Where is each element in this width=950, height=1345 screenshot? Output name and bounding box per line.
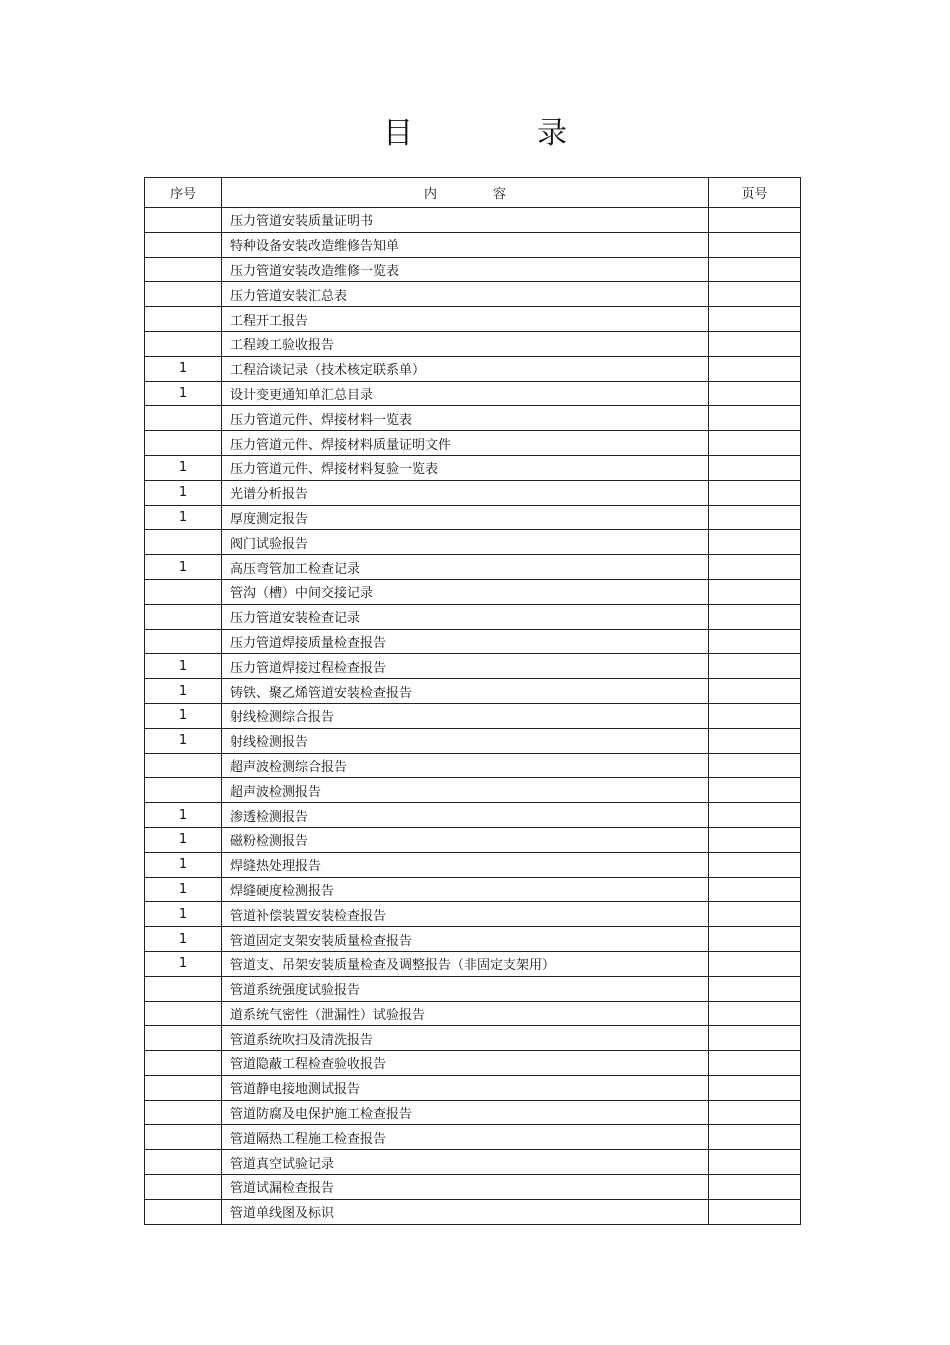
row-page <box>709 604 801 629</box>
row-content: 光谱分析报告 <box>222 480 709 505</box>
table-row <box>145 703 801 728</box>
row-content: 工程竣工验收报告 <box>222 331 709 356</box>
row-page <box>709 803 801 828</box>
row-content: 高压弯管加工检查记录 <box>222 555 709 580</box>
row-number: 1 <box>145 505 222 530</box>
table-row <box>145 555 801 580</box>
row-content: 管道系统强度试验报告 <box>222 976 709 1001</box>
table-row <box>145 877 801 902</box>
table-row <box>145 480 801 505</box>
row-number <box>145 257 222 282</box>
row-content: 管道隐蔽工程检查验收报告 <box>222 1051 709 1076</box>
row-number <box>145 579 222 604</box>
row-content: 焊缝热处理报告 <box>222 852 709 877</box>
row-page <box>709 877 801 902</box>
row-page <box>709 232 801 257</box>
row-content: 管道单线图及标识 <box>222 1199 709 1224</box>
table-row <box>145 331 801 356</box>
row-content: 管道静电接地测试报告 <box>222 1075 709 1100</box>
table-row <box>145 1051 801 1076</box>
table-row <box>145 604 801 629</box>
row-page <box>709 356 801 381</box>
row-content: 焊缝硬度检测报告 <box>222 877 709 902</box>
page-title <box>0 108 950 152</box>
row-page <box>709 579 801 604</box>
row-page <box>709 827 801 852</box>
row-number <box>145 1150 222 1175</box>
row-content: 压力管道元件、焊接材料复验一览表 <box>222 455 709 480</box>
row-page <box>709 1150 801 1175</box>
row-number: 1 <box>145 679 222 704</box>
header-content <box>222 178 709 208</box>
table-row <box>145 629 801 654</box>
row-page <box>709 381 801 406</box>
row-content: 压力管道焊接过程检查报告 <box>222 654 709 679</box>
row-page <box>709 679 801 704</box>
row-content: 压力管道元件、焊接材料质量证明文件 <box>222 431 709 456</box>
row-page <box>709 1051 801 1076</box>
row-page <box>709 976 801 1001</box>
row-page <box>709 1100 801 1125</box>
row-page <box>709 951 801 976</box>
row-number <box>145 406 222 431</box>
table-row <box>145 1199 801 1224</box>
table-row <box>145 530 801 555</box>
row-content: 超声波检测报告 <box>222 778 709 803</box>
row-number <box>145 629 222 654</box>
row-number <box>145 1125 222 1150</box>
row-page <box>709 1125 801 1150</box>
row-content: 压力管道安装改造维修一览表 <box>222 257 709 282</box>
row-page <box>709 703 801 728</box>
table-row <box>145 753 801 778</box>
row-number: 1 <box>145 728 222 753</box>
row-page <box>709 257 801 282</box>
page-title-char-2: 录 <box>537 116 567 151</box>
header-content-char-2: 容 <box>493 187 507 202</box>
row-content: 管道试漏检查报告 <box>222 1175 709 1200</box>
row-number: 1 <box>145 480 222 505</box>
table-row <box>145 431 801 456</box>
page-title-char-1: 目 <box>383 116 413 151</box>
row-page <box>709 331 801 356</box>
row-page <box>709 1001 801 1026</box>
row-content: 管道真空试验记录 <box>222 1150 709 1175</box>
row-number: 1 <box>145 455 222 480</box>
row-number <box>145 530 222 555</box>
row-number <box>145 753 222 778</box>
row-number <box>145 604 222 629</box>
row-number <box>145 1026 222 1051</box>
row-page <box>709 1175 801 1200</box>
row-number: 1 <box>145 381 222 406</box>
row-number <box>145 1199 222 1224</box>
row-content: 特种设备安装改造维修告知单 <box>222 232 709 257</box>
row-page <box>709 852 801 877</box>
row-number <box>145 282 222 307</box>
row-content: 管沟（槽）中间交接记录 <box>222 579 709 604</box>
row-page <box>709 1026 801 1051</box>
table-row <box>145 455 801 480</box>
row-number <box>145 1075 222 1100</box>
row-page <box>709 654 801 679</box>
row-page <box>709 431 801 456</box>
row-number <box>145 976 222 1001</box>
row-page <box>709 1199 801 1224</box>
table-row <box>145 1150 801 1175</box>
row-number: 1 <box>145 852 222 877</box>
row-number <box>145 1001 222 1026</box>
row-content: 压力管道元件、焊接材料一览表 <box>222 406 709 431</box>
row-content: 厚度测定报告 <box>222 505 709 530</box>
table-row <box>145 1100 801 1125</box>
row-number: 1 <box>145 555 222 580</box>
table-row <box>145 927 801 952</box>
row-content: 管道固定支架安装质量检查报告 <box>222 927 709 952</box>
row-page <box>709 753 801 778</box>
table-row <box>145 406 801 431</box>
table-row <box>145 679 801 704</box>
table-row <box>145 208 801 233</box>
row-content: 管道隔热工程施工检查报告 <box>222 1125 709 1150</box>
row-number <box>145 232 222 257</box>
header-number: 序号 <box>145 178 222 208</box>
row-page <box>709 1075 801 1100</box>
row-content: 管道补偿装置安装检查报告 <box>222 902 709 927</box>
row-number <box>145 431 222 456</box>
table-row <box>145 282 801 307</box>
row-page <box>709 208 801 233</box>
row-page <box>709 505 801 530</box>
row-number: 1 <box>145 654 222 679</box>
row-content: 磁粉检测报告 <box>222 827 709 852</box>
row-page <box>709 778 801 803</box>
row-content: 管道支、吊架安装质量检查及调整报告（非固定支架用） <box>222 951 709 976</box>
row-number: 1 <box>145 703 222 728</box>
table-row <box>145 976 801 1001</box>
row-content: 射线检测报告 <box>222 728 709 753</box>
row-page <box>709 480 801 505</box>
row-number: 1 <box>145 827 222 852</box>
row-number: 1 <box>145 902 222 927</box>
row-number <box>145 1100 222 1125</box>
row-content: 压力管道安装质量证明书 <box>222 208 709 233</box>
row-page <box>709 902 801 927</box>
row-number <box>145 331 222 356</box>
table-row <box>145 1075 801 1100</box>
table-row <box>145 505 801 530</box>
row-content: 道系统气密性（泄漏性）试验报告 <box>222 1001 709 1026</box>
row-content: 管道防腐及电保护施工检查报告 <box>222 1100 709 1125</box>
table-row <box>145 852 801 877</box>
row-number: 1 <box>145 951 222 976</box>
row-number <box>145 1175 222 1200</box>
table-row <box>145 654 801 679</box>
row-content: 工程洽谈记录（技术核定联系单） <box>222 356 709 381</box>
row-page <box>709 555 801 580</box>
row-number <box>145 307 222 332</box>
row-page <box>709 530 801 555</box>
row-content: 压力管道焊接质量检查报告 <box>222 629 709 654</box>
table-row <box>145 902 801 927</box>
table-row <box>145 1175 801 1200</box>
row-number <box>145 208 222 233</box>
table-row <box>145 778 801 803</box>
row-page <box>709 307 801 332</box>
table-row <box>145 827 801 852</box>
table-row <box>145 1001 801 1026</box>
toc-table <box>144 177 801 1225</box>
row-content: 工程开工报告 <box>222 307 709 332</box>
table-row <box>145 356 801 381</box>
header-page: 页号 <box>709 178 801 208</box>
row-number: 1 <box>145 803 222 828</box>
table-row <box>145 579 801 604</box>
table-row <box>145 728 801 753</box>
table-row <box>145 803 801 828</box>
row-number <box>145 778 222 803</box>
row-content: 管道系统吹扫及清洗报告 <box>222 1026 709 1051</box>
table-row <box>145 1026 801 1051</box>
row-number <box>145 1051 222 1076</box>
table-row <box>145 307 801 332</box>
toc-header-row <box>145 178 801 208</box>
row-page <box>709 282 801 307</box>
table-row <box>145 232 801 257</box>
row-page <box>709 927 801 952</box>
row-number: 1 <box>145 356 222 381</box>
header-content-char-1: 内 <box>423 187 437 202</box>
row-page <box>709 406 801 431</box>
row-content: 射线检测综合报告 <box>222 703 709 728</box>
row-content: 渗透检测报告 <box>222 803 709 828</box>
row-content: 压力管道安装检查记录 <box>222 604 709 629</box>
table-row <box>145 1125 801 1150</box>
table-row <box>145 951 801 976</box>
row-number: 1 <box>145 927 222 952</box>
row-content: 设计变更通知单汇总目录 <box>222 381 709 406</box>
row-page <box>709 728 801 753</box>
table-row <box>145 257 801 282</box>
row-page <box>709 629 801 654</box>
row-number: 1 <box>145 877 222 902</box>
row-content: 压力管道安装汇总表 <box>222 282 709 307</box>
row-content: 阀门试验报告 <box>222 530 709 555</box>
row-content: 铸铁、聚乙烯管道安装检查报告 <box>222 679 709 704</box>
toc-body <box>145 208 801 1225</box>
table-row <box>145 381 801 406</box>
row-content: 超声波检测综合报告 <box>222 753 709 778</box>
row-page <box>709 455 801 480</box>
